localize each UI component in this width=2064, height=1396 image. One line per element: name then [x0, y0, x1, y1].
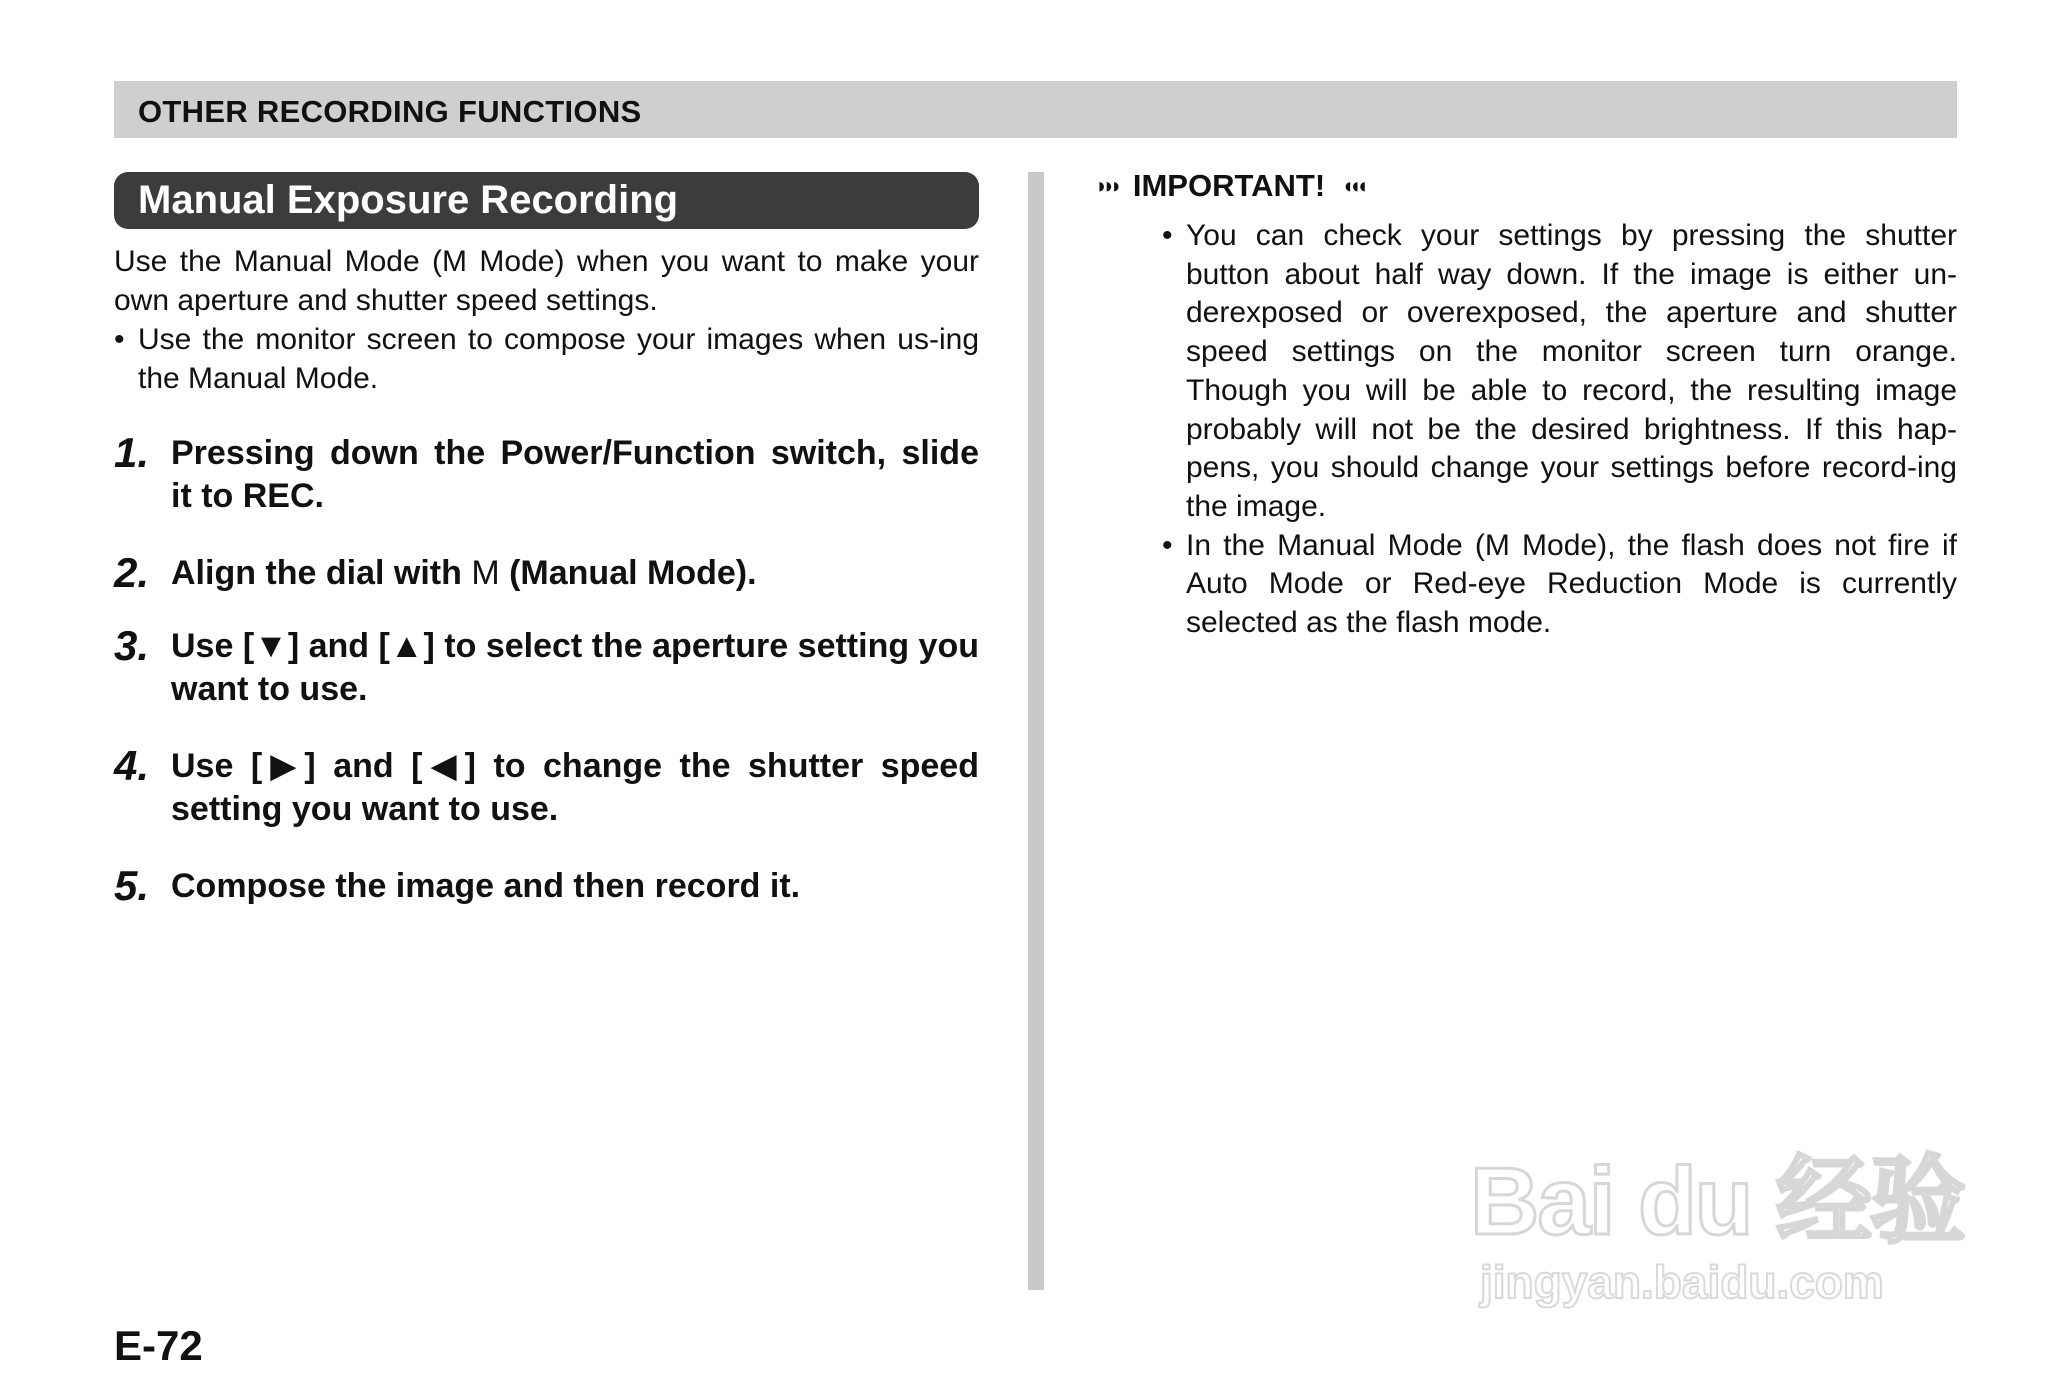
step-text: Compose the image and then record it. [171, 867, 801, 905]
step-text-pre: Use [ [171, 747, 263, 785]
intro-block [114, 242, 979, 398]
step-number: 5. [114, 862, 150, 909]
up-arrow-icon: ▲ [389, 627, 424, 665]
left-arrow-icon: ◀ [422, 747, 465, 785]
important-list [1095, 217, 1957, 643]
down-arrow-icon: ▼ [254, 627, 288, 665]
step-1 [114, 429, 979, 518]
important-left-marker-icon: ◗◗◗ [1095, 173, 1117, 198]
step-3 [114, 622, 980, 711]
bullet-icon: • [1162, 219, 1173, 252]
right-column [1095, 168, 1957, 643]
baidu-watermark [1470, 1095, 1965, 1325]
step-text-pre: Align the dial with [171, 554, 472, 592]
step-text-post: (Manual Mode). [499, 554, 757, 592]
step-text-mid: ] and [ [304, 747, 423, 785]
step-5 [114, 862, 979, 909]
left-column [114, 172, 979, 942]
step-text: Pressing down the Power/Function switch, slide it to REC. [171, 434, 979, 515]
page-number: E-72 [114, 1322, 203, 1369]
step-number: 1. [114, 429, 150, 476]
important-heading [1095, 168, 1957, 204]
step-4 [114, 742, 979, 831]
step-number: 2. [114, 549, 150, 596]
step-text-pre: Use [ [171, 627, 255, 665]
step-text-mid: ] and [ [287, 627, 390, 665]
manual-mode-m-icon: M [471, 554, 500, 592]
intro-paragraph: Use the Manual Mode (M Mode) when you want to make your own aperture and shutter speed settings. [114, 245, 979, 317]
step-text-post: ] to change the shutter speed setting you want to use. [171, 747, 979, 828]
section-header-bar [114, 81, 1957, 138]
important-item-2 [1162, 527, 1957, 643]
steps-list [114, 429, 980, 909]
intro-bullet [114, 320, 979, 398]
important-item-1 [1162, 217, 1957, 527]
section-header-title: OTHER RECORDING FUNCTIONS [138, 94, 642, 129]
important-item-text: In the Manual Mode (M Mode), the flash does not fire if Auto Mode or Red-eye Reduction Mode is currently selected as the flash mode. [1186, 528, 1957, 640]
important-label: IMPORTANT! [1132, 168, 1326, 203]
step-text [171, 552, 979, 595]
step-text [171, 625, 979, 711]
watermark-url: jingyan.baidu.com [1480, 1256, 1884, 1308]
watermark-logo-text: Bai du 经验 [1470, 1148, 1965, 1255]
important-item-text: You can check your settings by pressing the shutter button about half way down. If the image is either un-derexposed or overexposed, the aperture and shutter speed settings on the monitor screen turn orange. Though you will be able to record, the resulting image probably will not be the desired brightness. If this hap-pens, you should change your settings before record-ing the image. [1186, 219, 1957, 523]
page-title: Manual Exposure Recording [114, 172, 979, 229]
bullet-icon: • [1162, 528, 1173, 562]
step-number: 4. [114, 742, 150, 789]
important-right-marker-icon: ◖◖◖ [1341, 173, 1364, 198]
column-divider [1028, 172, 1044, 1290]
right-arrow-icon: ▶ [262, 747, 305, 785]
step-number: 3. [114, 622, 150, 669]
intro-bullet-text: Use the monitor screen to compose your images when us-ing the Manual Mode. [138, 323, 979, 395]
step-text-post: ] to select the aperture setting you want to use. [171, 627, 980, 708]
step-text [171, 745, 979, 831]
step-2 [114, 549, 979, 596]
bullet-icon: • [114, 323, 125, 356]
